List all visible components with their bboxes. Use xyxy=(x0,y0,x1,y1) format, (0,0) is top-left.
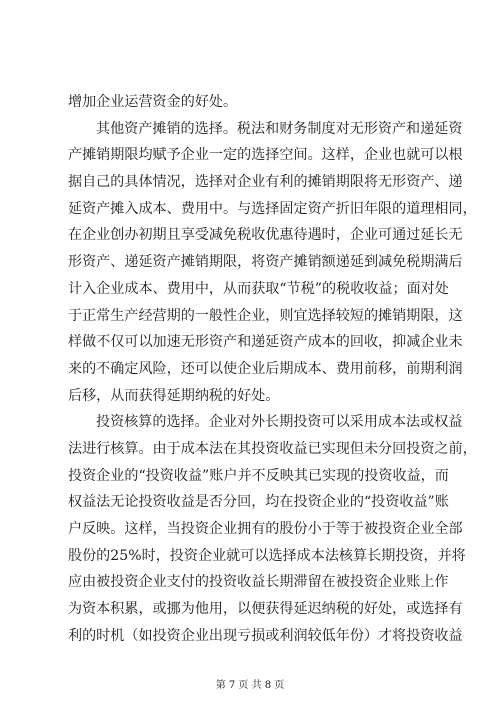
paragraph-line: 样做不仅可以加速无形资产和递延资产成本的回收，抑减企业未 xyxy=(68,334,463,351)
paragraph-line: 投资企业的“投资收益”账户并不反映其已实现的投资收益，而 xyxy=(68,467,449,484)
body-text xyxy=(68,89,477,649)
paragraph-line: 应由被投资企业支付的投资收益长期滞留在被投资企业账上作 xyxy=(68,574,449,591)
paragraph-line: 利的时机（如投资企业出现亏损或利润较低年份）才将投资收益 xyxy=(68,627,463,644)
page-footer xyxy=(0,680,500,692)
paragraph-line: 于正常生产经营期的一般性企业，则宜选择较短的摊销期限，这 xyxy=(68,307,463,324)
paragraph-line: 在企业创办初期且享受减免税收优惠待遇时，企业可通过延长无 xyxy=(68,227,463,244)
page-number-label: 第 7 页 共 8 页 xyxy=(215,680,285,691)
paragraph-line: 产摊销期限均赋予企业一定的选择空间。这样，企业也就可以根 xyxy=(68,147,463,164)
paragraph-line: 权益法无论投资收益是否分回，均在投资企业的“投资收益”账 xyxy=(68,494,449,511)
paragraph-line: 股份的25%时，投资企业就可以选择成本法核算长期投资，并将 xyxy=(68,547,466,564)
paragraph-line: 法进行核算。由于成本法在其投资收益已实现但未分回投资之前， xyxy=(68,440,477,457)
paragraph-line: 延资产摊入成本、费用中。与选择固定资产折旧年限的道理相同， xyxy=(68,200,477,217)
paragraph-line: 据自己的具体情况，选择对企业有利的摊销期限将无形资产、递 xyxy=(68,174,463,191)
paragraph-line: 为资本积累，或挪为他用，以便获得延迟纳税的好处，或选择有 xyxy=(68,601,463,618)
paragraph-line: 计入企业成本、费用中，从而获取“节税”的税收收益；面对处 xyxy=(68,280,449,297)
paragraph-line: 后移，从而获得延期纳税的好处。 xyxy=(68,387,280,404)
paragraph-line: 投资核算的选择。企业对外长期投资可以采用成本法或权益 xyxy=(96,414,463,431)
paragraph-line: 增加企业运营资金的好处。 xyxy=(68,94,238,110)
paragraph-line: 来的不确定风险，还可以使企业后期成本、费用前移，前期利润 xyxy=(68,360,463,377)
paragraph-line: 形资产、递延资产摊销期限，将资产摊销额递延到减免税期满后 xyxy=(68,254,463,271)
paragraph-line: 户反映。这样，当投资企业拥有的股份小于等于被投资企业全部 xyxy=(68,521,463,537)
paragraph-line: 其他资产摊销的选择。税法和财务制度对无形资产和递延资 xyxy=(96,120,463,137)
